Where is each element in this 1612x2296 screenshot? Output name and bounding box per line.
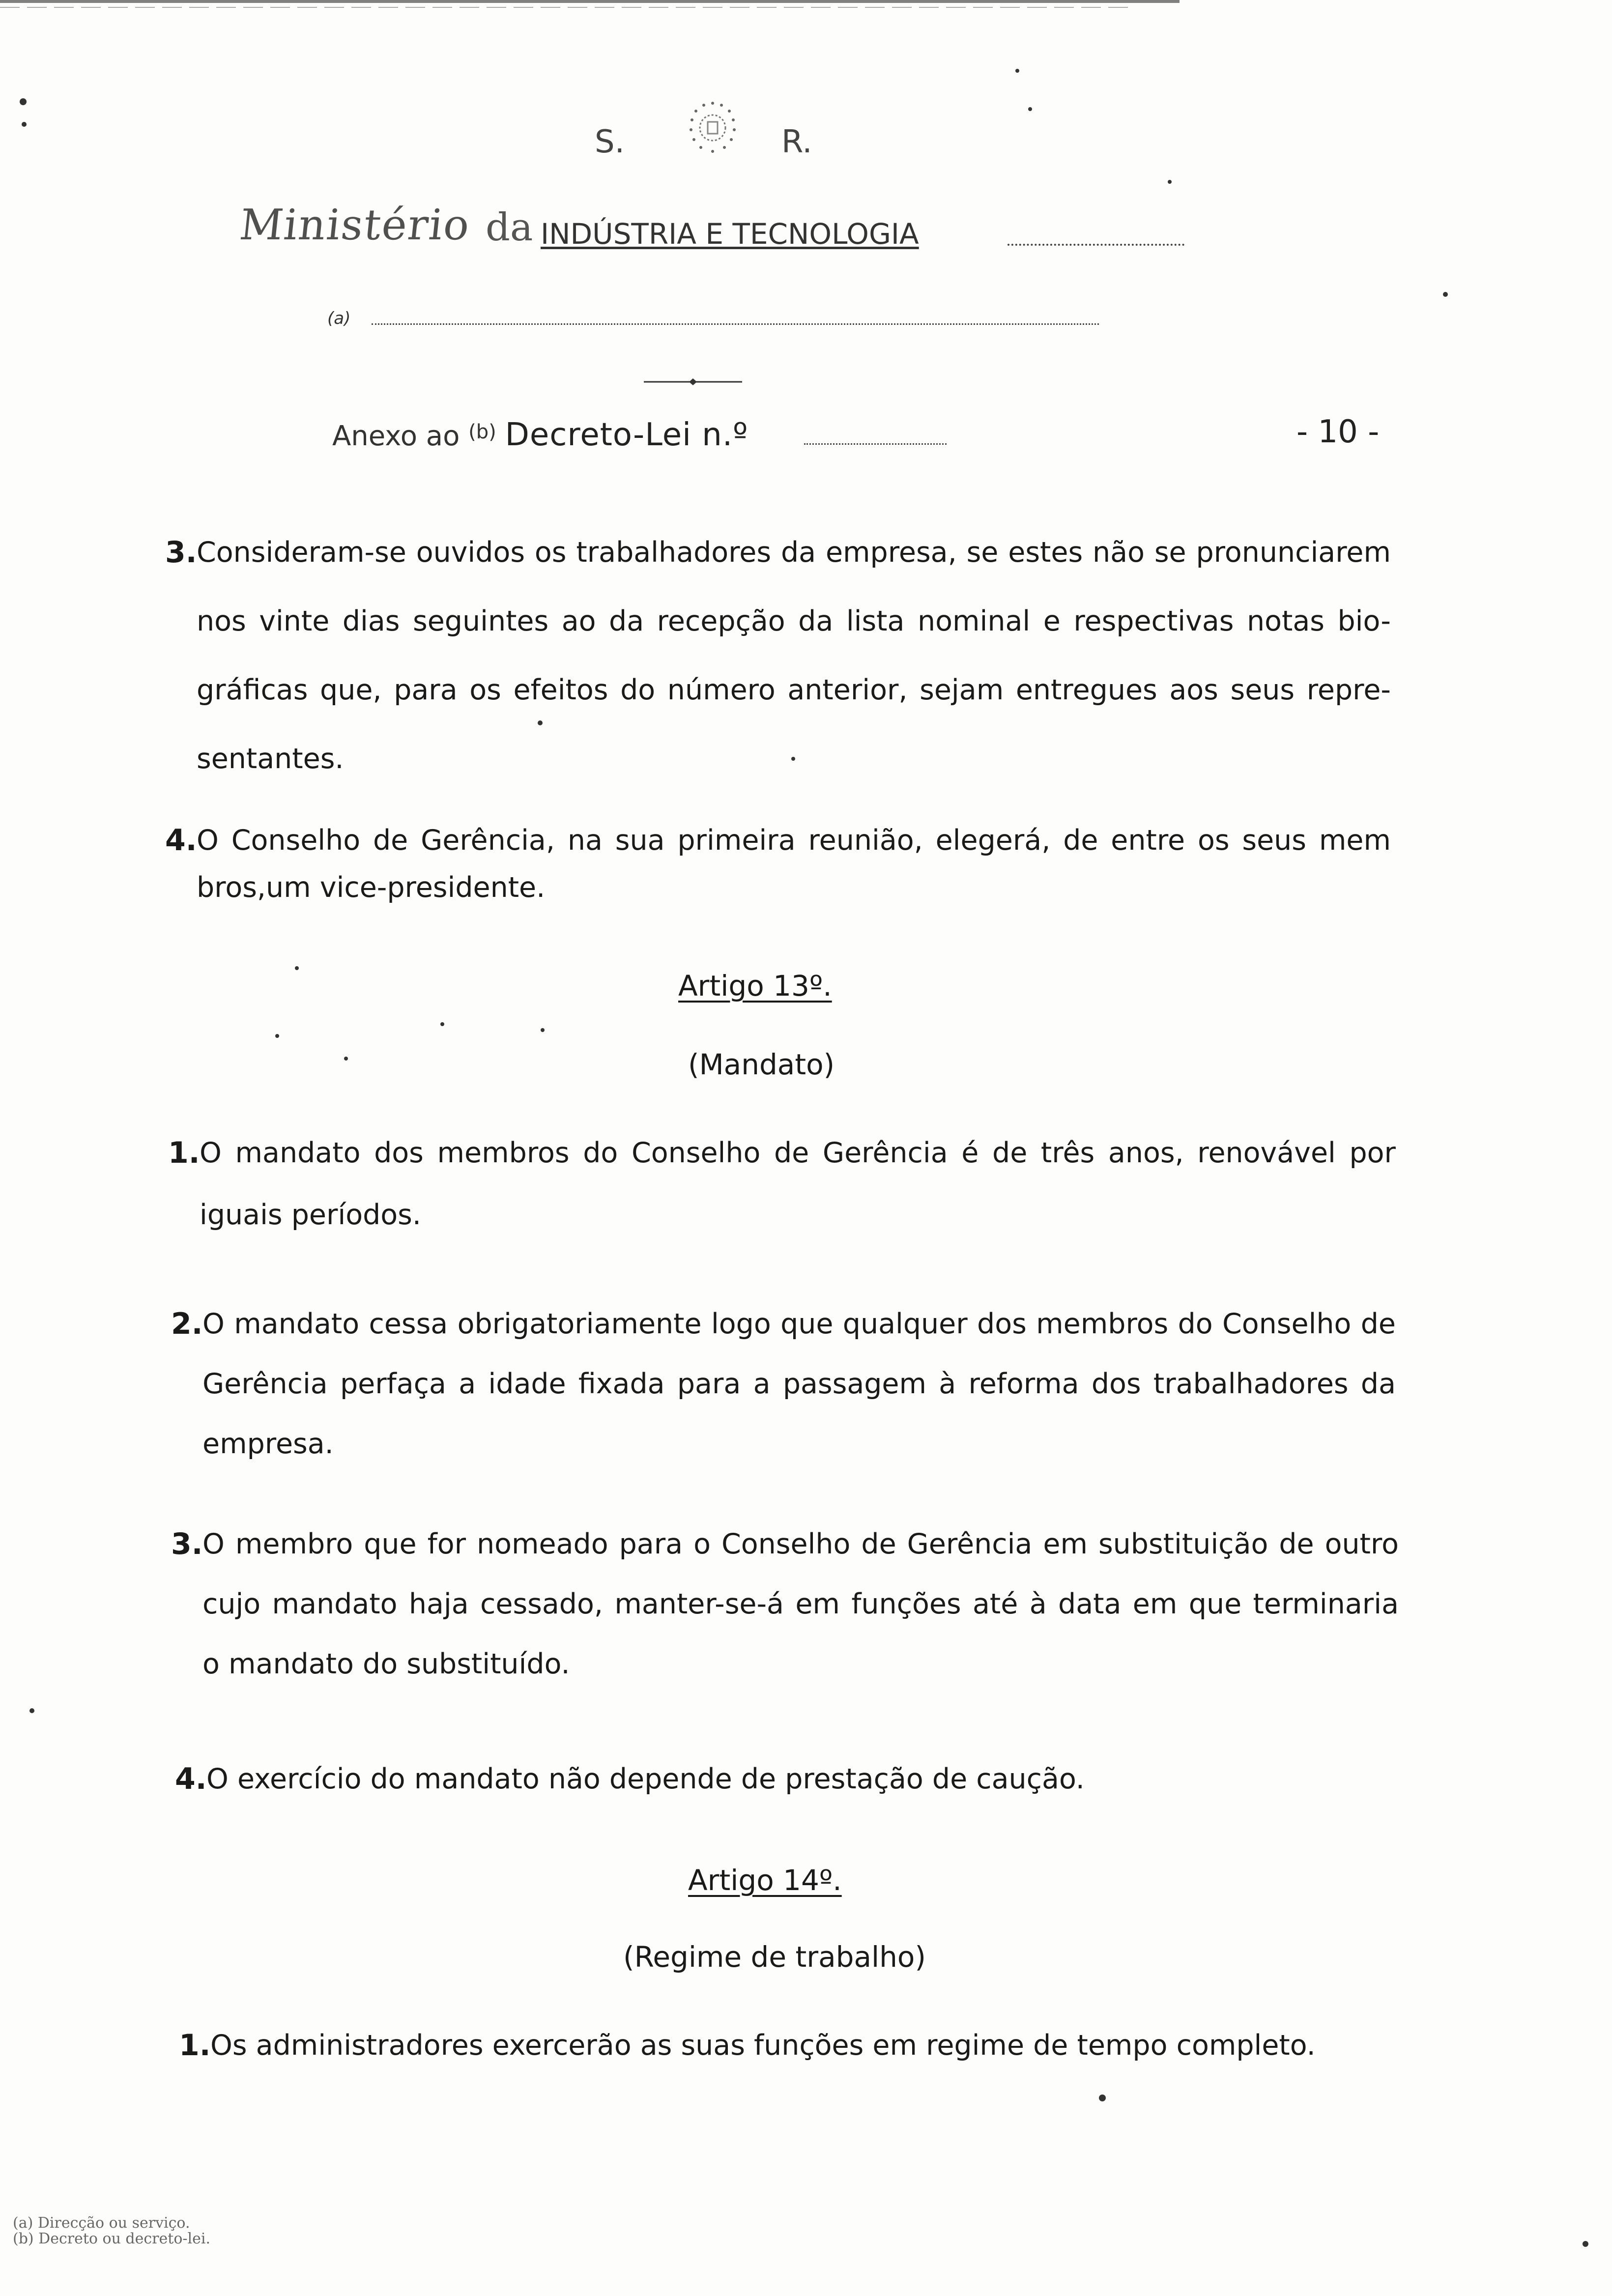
scan-speck [22,122,27,127]
paragraph-line: gráficas que, para os efeitos do número anterior, sejam entregues aos seus repre- [197,674,1391,706]
page-number: - 10 - [1296,414,1380,450]
article-subheading: (Mandato) [688,1048,835,1081]
annex-mark: (b) [468,421,496,443]
article-heading: Artigo 14º. [688,1864,842,1897]
ministry-prefix: Ministério [237,201,473,250]
annex-dotted-line [804,443,947,445]
paragraph [171,1510,1399,1698]
coat-of-arms-emblem [663,93,762,167]
paragraph-number: 4. [165,823,197,858]
footnote-line: (a) Direcção ou serviço. [13,2214,190,2232]
paragraph-line: O exercício do mandato não depende de prestação de caução. [206,1763,1085,1795]
paragraph-line: O Conselho de Gerência, na sua primeira reunião, elegerá, de entre os seus mem [197,824,1391,857]
scan-speck [1583,2241,1588,2247]
paragraph-number: 1. [179,2028,211,2063]
service-dotted-line [372,323,1099,325]
scan-speck [275,1034,279,1038]
scan-speck [344,1057,348,1061]
footnote-line: (b) Decreto ou decreto-lei. [13,2230,211,2247]
paragraph-line: cujo mandato haja cessado, manter-se-á em funções até à data em que terminaria [202,1588,1399,1620]
letterhead-s: S. [595,124,625,160]
paragraph [179,2011,1390,2080]
paragraph-line: o mandato do substituído. [202,1648,570,1680]
scan-speck [20,98,27,105]
article-heading: Artigo 13º. [678,969,832,1003]
scan-speck [541,1028,545,1032]
scan-speck [1168,180,1172,184]
scan-speck [1028,107,1032,111]
paragraph [165,806,1391,922]
paragraph-line: Consideram-se ouvidos os trabalhadores da empresa, se estes não se pronunciarem [197,536,1391,569]
letterhead [580,93,855,172]
paragraph-number: 2. [171,1307,203,1341]
paragraph-line: Gerência perfaça a idade fixada para a passagem à reforma dos trabalhadores da [202,1368,1396,1400]
paragraph [175,1745,1386,1813]
scan-speck [1443,292,1448,297]
paragraph-number: 1. [168,1136,200,1170]
paragraph-line: nos vinte dias seguintes ao da recepção da lista nominal e respectivas notas bio- [197,605,1391,637]
paragraph-line: bros,um vice-presidente. [197,871,546,904]
paragraph [171,1290,1396,1478]
paragraph-line: Os administradores exercerão as suas funções em regime de tempo completo. [210,2029,1316,2062]
scan-speck [1099,2095,1106,2101]
article-subheading: (Regime de trabalho) [623,1940,926,1974]
paragraph-line: empresa. [202,1428,334,1460]
annex-line [332,417,748,453]
paragraph-line: O mandato cessa obrigatoriamente logo que qualquer dos membros do Conselho de [202,1308,1396,1340]
scan-speck [440,1022,444,1026]
paragraph-line: O membro que for nomeado para o Conselho de Gerência em substituição de outro [202,1528,1399,1560]
paragraph-line: O mandato dos membros do Conselho de Gerência é de três anos, renovável por [200,1137,1396,1169]
paragraph-number: 3. [171,1527,203,1561]
ministry-dotted-line [1008,244,1184,246]
paragraph-number: 4. [175,1762,207,1796]
top-border-dashes [0,7,1130,8]
scan-speck [295,966,299,970]
ornamental-divider [644,374,742,389]
paragraph [165,518,1391,793]
letterhead-r: R. [781,124,812,160]
service-note-marker: (a) [327,309,351,328]
top-border-rule [0,0,1180,3]
scan-speck [1015,69,1019,73]
scan-speck [29,1708,34,1713]
paragraph-line: sentantes. [197,743,344,775]
annex-label: Anexo ao [332,420,460,452]
ministry-name: INDÚSTRIA E TECNOLOGIA [541,217,919,251]
annex-decree: Decreto-Lei n.º [505,417,748,453]
paragraph-line: iguais períodos. [200,1199,421,1231]
paragraph [168,1119,1396,1249]
ministry-connector: da [486,205,533,250]
paragraph-number: 3. [165,535,197,570]
